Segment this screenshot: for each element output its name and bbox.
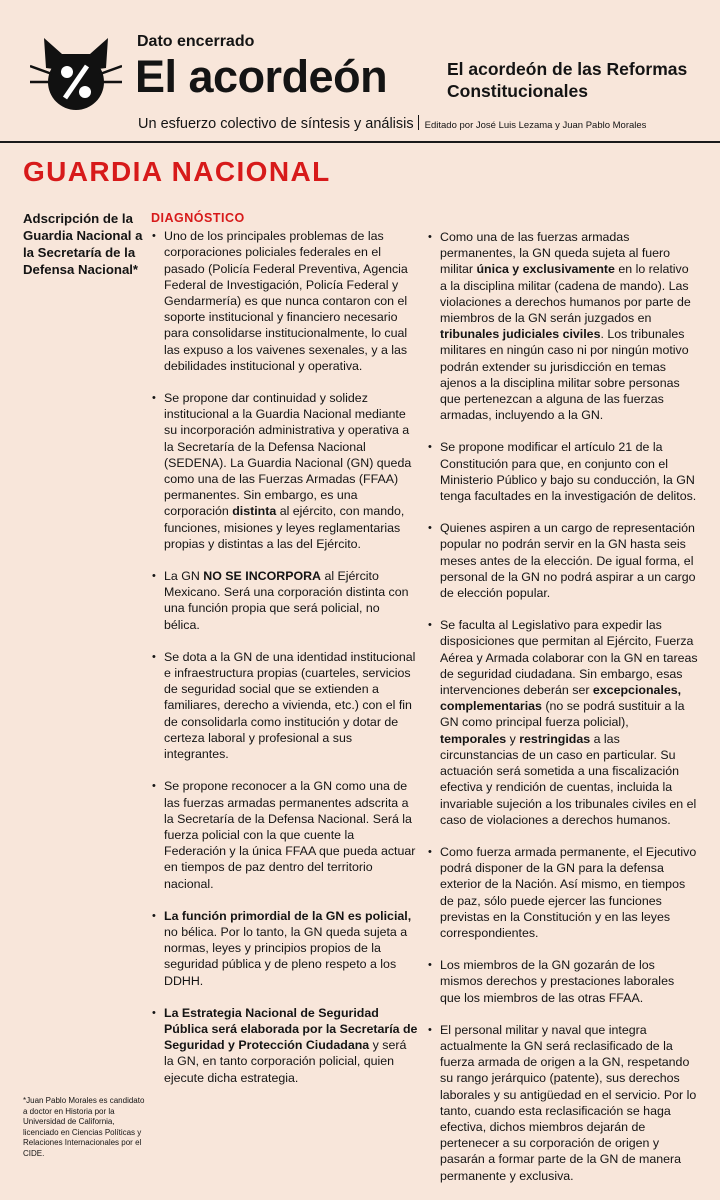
right-bullet-item bbox=[426, 1022, 698, 1184]
text-segment: Quienes aspiren a un cargo de representación popular no podrán servir en la GN hasta seis meses antes de la elección. De igual forma, el personal de la GN no podrá aspirar a un cargo de elección popular. bbox=[440, 521, 696, 601]
text-segment: no bélica. Por lo tanto, la GN queda sujeta a normas, leyes y principios propios de la seguridad pública y de pleno respeto a los DDHH. bbox=[164, 924, 408, 988]
text-segment: y bbox=[506, 731, 520, 746]
right-column bbox=[426, 229, 698, 1200]
percent-cat-logo-icon bbox=[30, 32, 122, 116]
text-segment: al Ejército Mexicano. Será una corporación distinta con una función propia que será policial, no bélica. bbox=[164, 569, 409, 632]
tagline-divider bbox=[418, 115, 419, 130]
text-segment: Se propone modificar el artículo 21 de la Constitución para que, en conjunto con el Ministerio Público y bajo su conducción, la GN tenga facultades en la investigación de delitos. bbox=[440, 440, 697, 504]
middle-column bbox=[150, 210, 418, 1102]
right-bullet-item bbox=[426, 957, 698, 1006]
text-segment: a las circunstancias de un caso en particular. Su actuación será sometida a una fiscalización efectiva y rendición de cuentas, incluida la invariable sujeción a los tribunales civiles en el caso de violaciones a derechos humanos. bbox=[440, 731, 697, 827]
text-segment: y será la GN, en tanto corporación policial, quien ejecute dicha estrategia. bbox=[164, 1038, 407, 1085]
text-segment: Uno de los principales problemas de las corporaciones policiales federales en el pasado (Policía Federal Preventiva, Agencia Federal de Investigación, Policía Federal y Gendarmería) es que nunca contaron con el soporte institucional y financiero necesario para consolidarse institucionalmente, lo cual las expuso a los vaivenes sexenales, y a las debilidades institucional y operativa. bbox=[164, 229, 408, 373]
bold-text: La función primordial de la GN es policial, bbox=[164, 908, 412, 923]
text-segment: en lo relativo a la disciplina militar (cadena de mando). Las violaciones a derechos humanos por parte de miembros de la GN serán juzgados en bbox=[440, 262, 691, 326]
left-heading: Adscripción de la Guardia Nacional a la Secretaría de la Defensa Nacional* bbox=[23, 211, 143, 277]
text-segment: Se faculta al Legislativo para expedir las disposiciones que permitan al Ejército, Fuerza Aérea y Armada colaborar con la GN en tareas de seguridad ciudadana. Sin embargo, esas intervenciones deberán ser bbox=[440, 618, 698, 698]
bold-text: excepcionales, complementarias bbox=[440, 683, 682, 714]
header-rule bbox=[0, 141, 720, 143]
text-segment: El personal militar y naval que integra actualmente la GN será reclasificado de la fuerza armada de origen a la GN, respetando su rango jerárquico (patente), sus derechos laborales y su antigüedad en el servicio. Por lo tanto, cuando esta reclasificación se haga efectiva, dichos miembros dejarán de pertenecer a su corporación de origen y pasarán a formar parte de la GN de manera permanente y exclusiva. bbox=[440, 1022, 697, 1183]
bold-text: La Estrategia Nacional de Seguridad Pública será elaborada por la Secretaría de Seguridad y Protección Ciudadana bbox=[164, 1005, 418, 1053]
text-segment: La GN bbox=[164, 569, 204, 584]
right-bullet-item bbox=[426, 617, 698, 828]
text-segment: al ejército, con mando, funciones, misiones y leyes reglamentarias propias y distintas a las del Ejército. bbox=[164, 504, 405, 551]
brand-subtitle: El acordeón de las Reformas Constitucionales bbox=[447, 59, 688, 101]
text-segment: Los miembros de la GN gozarán de los mismos derechos y prestaciones laborales que los miembros de las otras FFAA. bbox=[440, 958, 675, 1005]
middle-bullet-item bbox=[150, 568, 418, 633]
section-title: GUARDIA NACIONAL bbox=[23, 156, 331, 187]
middle-bullet-item bbox=[150, 908, 418, 989]
middle-bullet-item bbox=[150, 649, 418, 762]
middle-bullet-item bbox=[150, 1005, 418, 1086]
header bbox=[0, 0, 720, 142]
bold-text: distinta bbox=[232, 504, 277, 519]
footnote: *Juan Pablo Morales es candidato a doctor en Historia por la Universidad de California, licenciado en Ciencias Políticas y Relaciones Internacionales por el CIDE. bbox=[23, 1096, 145, 1158]
kicker: Dato encerrado bbox=[137, 33, 255, 50]
bold-text: tribunales judiciales civiles bbox=[440, 327, 601, 342]
text-segment: Como una de las fuerzas armadas permanentes, la GN queda sujeta al fuero militar bbox=[440, 230, 671, 277]
text-segment: (no se podrá sustituir a la GN como principal fuerza policial), bbox=[440, 699, 685, 730]
editors: Editado por José Luis Lezama y Juan Pablo Morales bbox=[424, 120, 647, 131]
middle-list bbox=[150, 228, 418, 1086]
text-segment: Se propone reconocer a la GN como una de las fuerzas armadas permanentes adscrita a la Secretaría de la Defensa Nacional. Será la fuerza policial con la que cuente la Federación y la única FFAA que pueda actuar en tiempos de paz dentro del territorio nacional. bbox=[164, 779, 416, 891]
text-segment: Se dota a la GN de una identidad institucional e infraestructura propias (cuarteles, servicios de seguridad social que se extienden a familiares, derecho a vivienda, etc.) con el fin de consolidarla como institución y dotar de certeza laboral y profesional a sus integrantes. bbox=[164, 649, 416, 762]
diagnostico-label: DIAGNÓSTICO bbox=[151, 211, 245, 225]
bold-text: restringidas bbox=[519, 731, 591, 746]
right-bullet-item bbox=[426, 844, 698, 941]
text-segment: Como fuerza armada permanente, el Ejecutivo podrá disponer de la GN para la defensa exterior de la Nación. Así mismo, en tiempos de paz, sólo puede ejercer las funciones previstas en la Constitución y en las leyes correspondientes. bbox=[440, 844, 697, 940]
tagline-text: Un esfuerzo colectivo de síntesis y análisis bbox=[138, 116, 414, 132]
text-segment: Se propone dar continuidad y solidez institucional a la Guardia Nacional mediante su incorporación administrativa y operativa a la Secretaría de la Defensa Nacional (SEDENA). La Guardia Nacional (GN) queda como una de las Fuerzas Armadas (FFAA) permanentes. Sin embargo, es una corporación bbox=[164, 391, 412, 519]
right-bullet-item bbox=[426, 439, 698, 504]
middle-bullet-item bbox=[150, 390, 418, 552]
middle-bullet-item bbox=[150, 228, 418, 374]
right-bullet-item bbox=[426, 229, 698, 423]
bold-text: NO SE INCORPORA bbox=[203, 569, 321, 584]
bold-text: temporales bbox=[440, 731, 507, 746]
middle-bullet-item bbox=[150, 778, 418, 891]
text-segment: . Los tribunales militares en ningún caso ni por ningún motivo podrán extender su jurisdicción en temas ajenos a la disciplina militar sobre personas que pertenezcan a alguna de las fuerzas armadas, incluyendo a la GN. bbox=[440, 327, 689, 423]
brand-title: El acordeón bbox=[135, 51, 388, 102]
right-bullet-item bbox=[426, 520, 698, 601]
tagline bbox=[138, 115, 646, 132]
right-list bbox=[426, 229, 698, 1184]
bold-text: única y exclusivamente bbox=[476, 262, 615, 277]
